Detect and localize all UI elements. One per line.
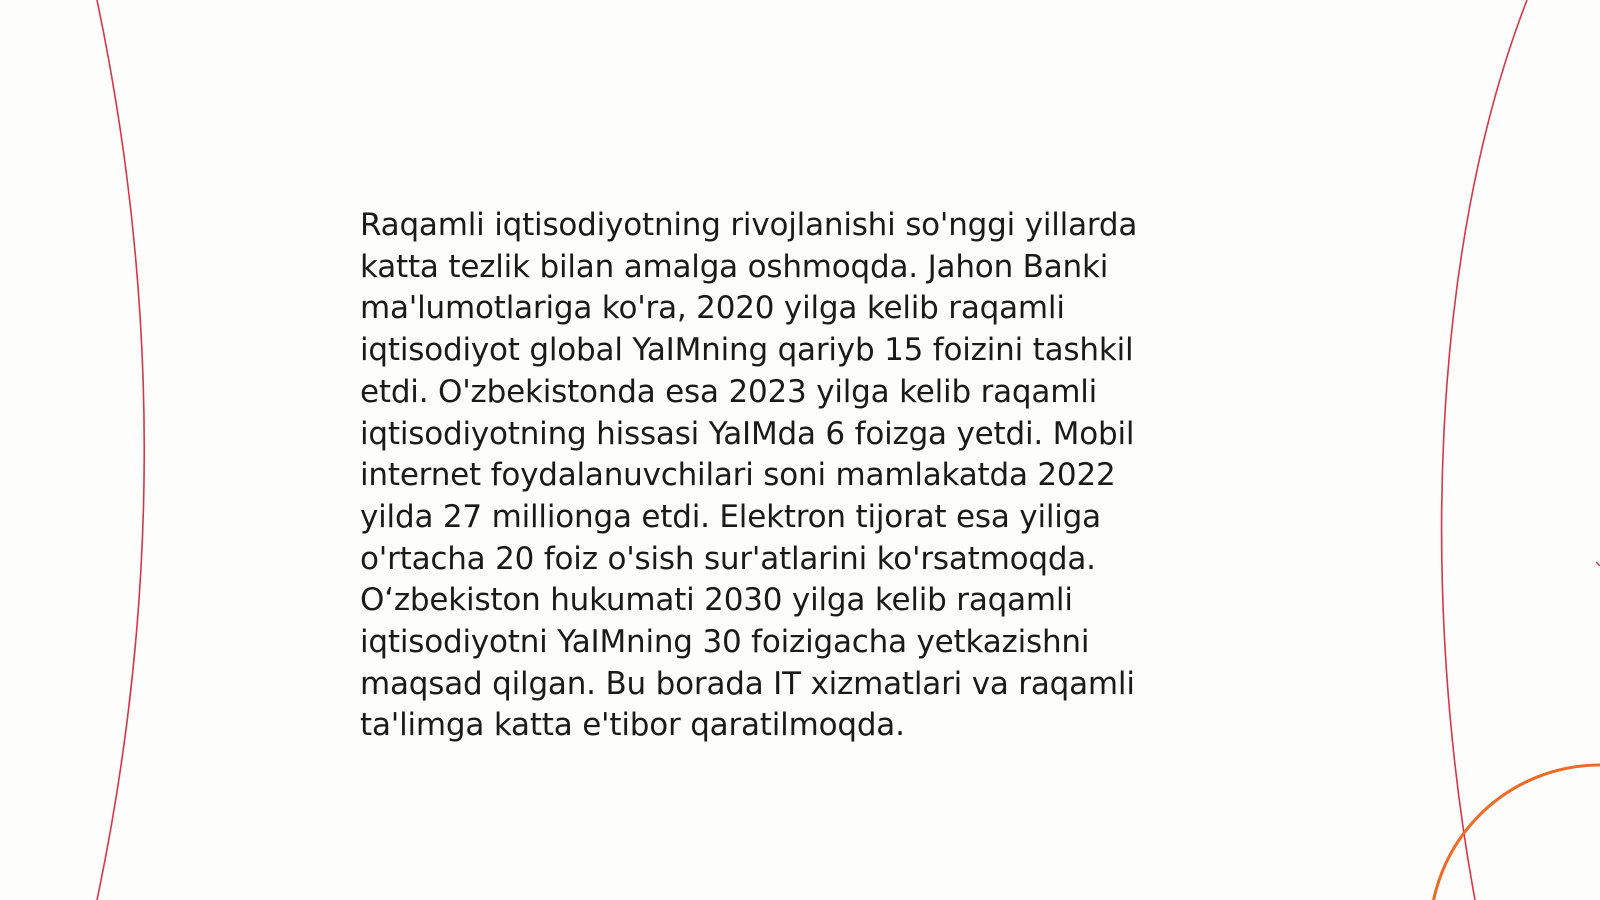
paragraph-line: maqsad qilgan. Bu borada IT xizmatlari va raqamli	[360, 665, 1135, 702]
orange-accent-arc	[1430, 765, 1600, 900]
paragraph-line: iqtisodiyotning hissasi YaIMda 6 foizga yetdi. Mobil	[360, 415, 1135, 452]
paragraph-line: ma'lumotlariga ko'ra, 2020 yilga kelib raqamli	[360, 290, 1065, 327]
paragraph-line: O‘zbekiston hukumati 2030 yilga kelib raqamli	[360, 582, 1073, 619]
paragraph-line: iqtisodiyot global YaIMning qariyb 15 foizini tashkil	[360, 332, 1134, 369]
paragraph-line: iqtisodiyotni YaIMning 30 foizigacha yetkazishni	[360, 624, 1090, 661]
left-arc-line	[97, 0, 144, 900]
right-arc-line	[1442, 0, 1527, 900]
body-paragraph	[360, 205, 1200, 747]
paragraph-line: Raqamli iqtisodiyotning rivojlanishi so'nggi yillarda	[360, 207, 1138, 243]
paragraph-line: yilda 27 millionga etdi. Elektron tijorat esa yiliga	[360, 498, 1101, 535]
paragraph-line: ta'limga katta e'tibor qaratilmoqda.	[360, 707, 905, 744]
paragraph-line: o'rtacha 20 foiz o'sish sur'atlarini ko'rsatmoqda.	[360, 540, 1096, 577]
paragraph-line: katta tezlik bilan amalga oshmoqda. Jahon Banki	[360, 248, 1109, 285]
right-edge-tick	[1596, 562, 1600, 566]
paragraph-line: internet foydalanuvchilari soni mamlakatda 2022	[360, 457, 1116, 494]
paragraph-line: etdi. O'zbekistonda esa 2023 yilga kelib raqamli	[360, 373, 1098, 410]
